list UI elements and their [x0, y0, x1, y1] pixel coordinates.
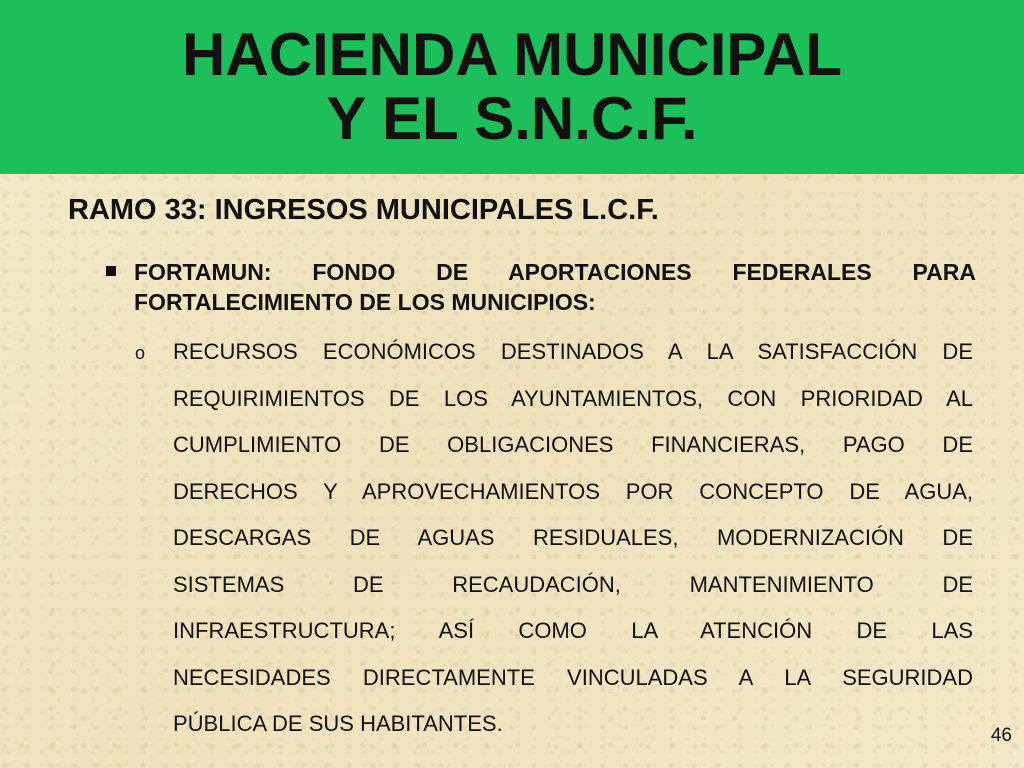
- title-banner: [0, 0, 1024, 174]
- sub-bullet-line: DESCARGAS DE AGUAS RESIDUALES, MODERNIZACIÓN DE: [173, 525, 973, 550]
- square-bullet-icon: [106, 266, 116, 276]
- sub-bullet-line: PÚBLICA DE SUS HABITANTES.: [173, 711, 503, 736]
- section-heading: RAMO 33: INGRESOS MUNICIPALES L.C.F.: [68, 194, 659, 226]
- sub-bullet-line: DERECHOS Y APROVECHAMIENTOS POR CONCEPTO DE AGUA,: [173, 478, 973, 504]
- sub-bullet-line: SISTEMAS DE RECAUDACIÓN, MANTENIMIENTO DE: [173, 571, 973, 597]
- sub-bullet-line: RECURSOS ECONÓMICOS DESTINADOS A LA SATISFACCIÓN DE: [173, 339, 973, 364]
- page-number: 46: [990, 725, 1012, 746]
- sub-bullet-paragraph: [173, 334, 973, 753]
- slide-title-line-1: HACIENDA MUNICIPAL: [182, 21, 842, 88]
- sub-bullet-line: REQUIRIMIENTOS DE LOS AYUNTAMIENTOS, CON PRIORIDAD AL: [173, 385, 973, 411]
- sub-bullet-line: CUMPLIMIENTO DE OBLIGACIONES FINANCIERAS, PAGO DE: [173, 432, 973, 457]
- sub-bullet-line: NECESIDADES DIRECTAMENTE VINCULADAS A LA SEGURIDAD: [173, 664, 973, 690]
- slide-title-line-2: Y EL S.N.C.F.: [326, 85, 698, 152]
- circle-bullet-icon: o: [135, 343, 146, 363]
- sub-bullet-line: INFRAESTRUCTURA; ASÍ COMO LA ATENCIÓN DE LAS: [173, 618, 973, 643]
- bullet-text: FORTAMUN: FONDO DE APORTACIONES FEDERALES PARA FORTALECIMIENTO DE LOS MUNICIPIOS:: [134, 259, 976, 315]
